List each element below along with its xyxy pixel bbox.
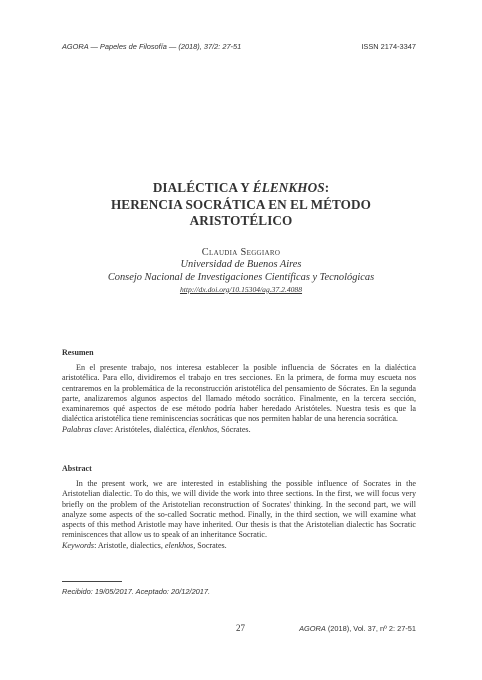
- footer-journal: [299, 624, 416, 633]
- keywords-italic: élenkhos: [188, 424, 218, 434]
- title-text: DIALÉCTICA Y: [152, 180, 253, 195]
- doi-link[interactable]: http://dx.doi.org/10.15304/ag.37.2.4088: [179, 284, 303, 294]
- abstract-heading: Abstract: [62, 464, 92, 473]
- keywords-text-end: , Sócrates.: [217, 424, 251, 434]
- keywords-text-end: , Socrates.: [193, 540, 227, 550]
- footnote-divider: [62, 581, 122, 582]
- title-line-3: ARISTOTÉLICO: [189, 213, 293, 228]
- keywords-italic: elenkhos: [164, 540, 194, 550]
- author-affiliation-1: Universidad de Buenos Aires: [180, 259, 302, 271]
- title-line-1: [40, 180, 442, 197]
- author-name: Claudia Seggiaro: [201, 247, 281, 258]
- keywords-label: Palabras clave: [62, 424, 111, 434]
- title-italic-word: ÉLENKHOS: [252, 180, 325, 195]
- keywords-text: : Aristotle, dialectics,: [94, 540, 165, 550]
- abstract-keywords: [62, 541, 416, 551]
- keywords-label: Keywords: [62, 540, 95, 550]
- running-header-journal: AGORA — Papeles de Filosofía — (2018), 37/2: 27-51: [62, 42, 242, 51]
- author-block: [40, 247, 442, 296]
- footer-journal-details: (2018), Vol. 37, nº 2: 27-51: [325, 624, 416, 633]
- abstract-section: [62, 464, 416, 551]
- page-number: 27: [236, 623, 245, 633]
- resumen-keywords: [62, 425, 416, 435]
- resumen-heading: Resumen: [62, 348, 94, 357]
- running-header-issn: ISSN 2174-3347: [361, 42, 416, 51]
- abstract-text: In the present work, we are interested in establishing the possible influence of Socrates in the Aristotelian dialectic. To do this, we will divide the work into three sections. In the first, we will focus very briefly on the problem of the Aristotelian reconstruction of Socrates' thinking. In the second part, we will analyze some aspects of the so-called Socratic method. Finally, in the third section, we will examine what aspects of this method Aristotle may have inherited. Our thesis is that the Aristotelian dialectic has Socratic reminiscences that allow us to speak of an inheritance Socratic.: [62, 479, 416, 540]
- title-line-2: HERENCIA SOCRÁTICA EN EL MÉTODO: [110, 196, 372, 212]
- resumen-section: [62, 348, 416, 435]
- footer-journal-name: AGORA: [299, 624, 326, 633]
- keywords-text: : Aristóteles, dialéctica,: [110, 424, 189, 434]
- title-colon: :: [324, 180, 330, 195]
- received-dates: Recibido: 19/05/2017. Aceptado: 20/12/2017.: [62, 587, 211, 596]
- author-affiliation-2: Consejo Nacional de Investigaciones Científicas y Tecnológicas: [107, 271, 375, 283]
- article-title: [40, 180, 442, 230]
- resumen-text: En el presente trabajo, nos interesa establecer la posible influencia de Sócrates en la dialéctica aristotélica. Para ello, dividiremos el trabajo en tres secciones. En la primera, de forma muy escueta nos centraremos en la problemática de la reconstrucción aristotélica del pensamiento de Sócrates. En la segunda parte, analizaremos algunos aspectos del llamado método socrático. Finalmente, en la tercera sección, examinaremos qué aspectos de ese método podría haber heredado Aristóteles. Nuestra tesis es que la dialéctica aristotélica tiene reminiscencias socráticas que nos permiten hablar de una herencia socrática.: [62, 363, 416, 424]
